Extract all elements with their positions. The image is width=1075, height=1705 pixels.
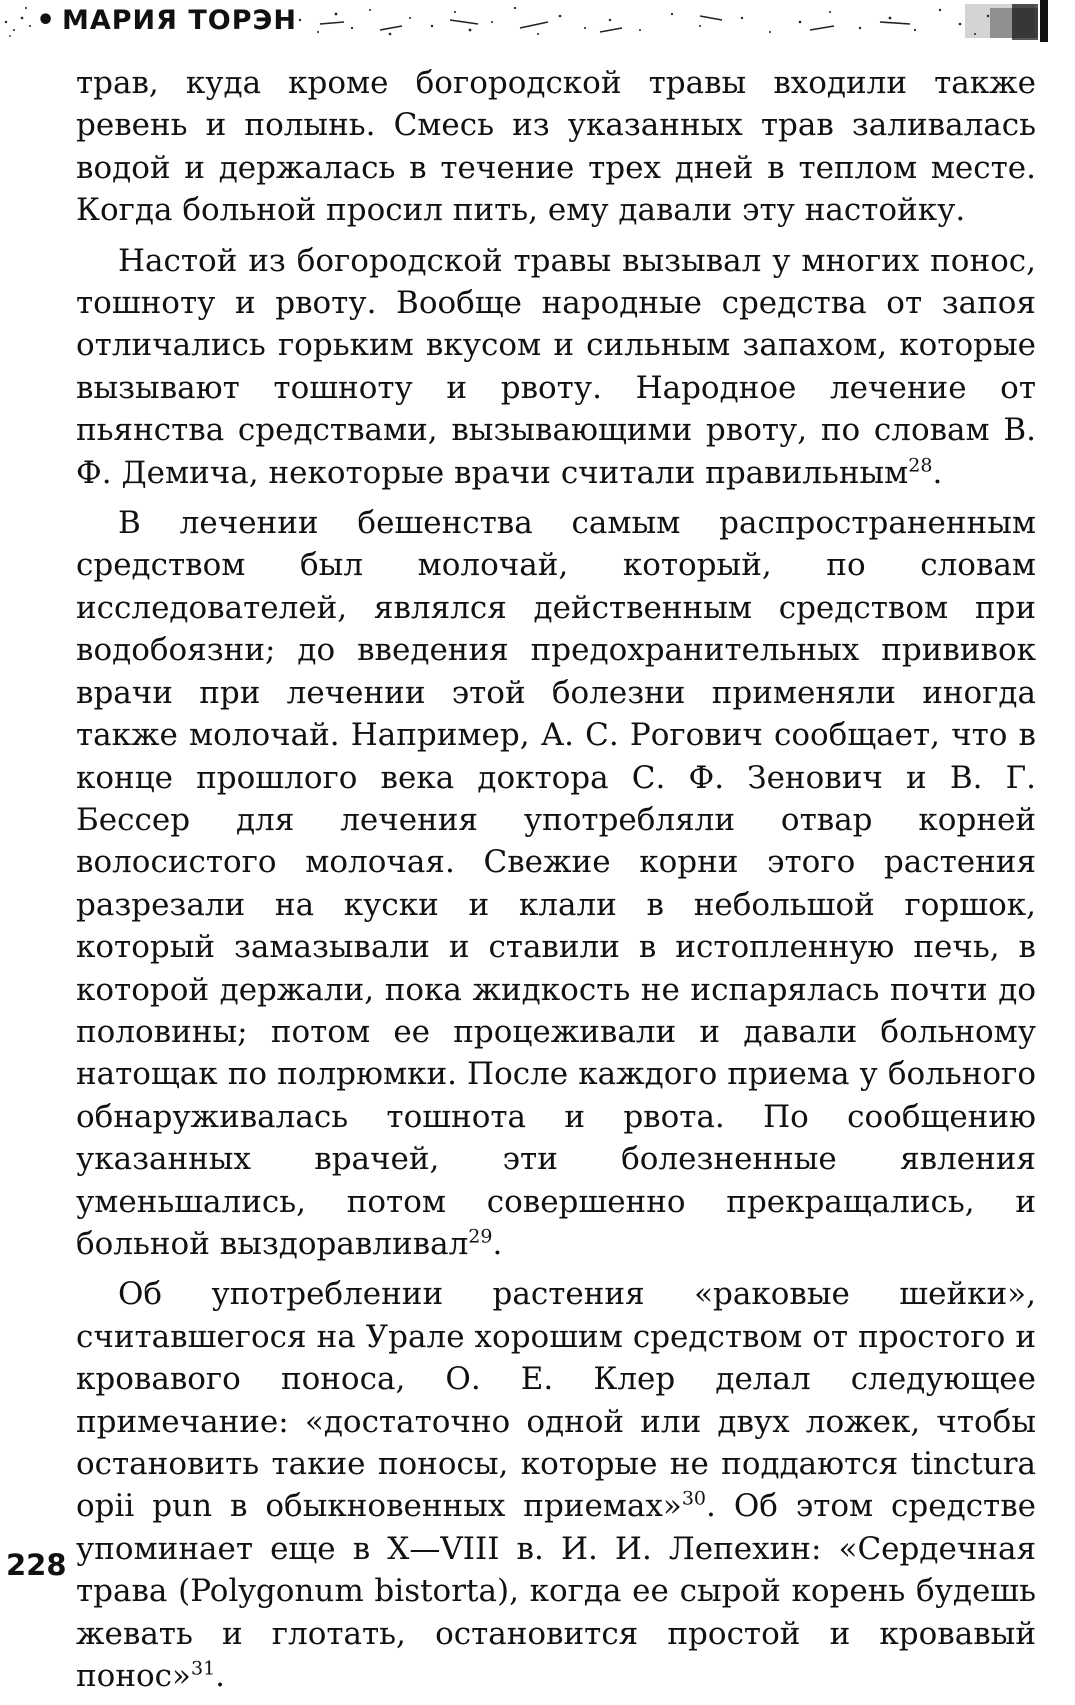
paragraph-1-text: трав, куда кроме богородской травы входили также ревень и полынь. Смесь из указанных трав заливалась водой и держалась в течение трех дней в теплом месте. Когда больной просил пить, ему давали эту настойку.	[76, 65, 1036, 229]
footnote-ref-29: 29	[468, 1225, 493, 1248]
footnote-ref-30: 30	[681, 1488, 707, 1511]
body-text	[76, 62, 1036, 1705]
paragraph-2-tail: .	[932, 454, 943, 491]
running-header	[0, 0, 1075, 44]
paragraph-2	[76, 240, 1036, 494]
paragraph-3-tail: .	[492, 1225, 503, 1262]
header-bullet-icon: •	[36, 3, 56, 38]
paragraph-3	[76, 502, 1036, 1265]
paragraph-4	[76, 1273, 1036, 1697]
running-header-title: МАРИЯ ТОРЭН	[62, 5, 297, 36]
paragraph-4-tail-2: .	[215, 1658, 226, 1695]
paragraph-3-text: В лечении бешенства самым распространенным средством был молочай, который, по словам исследователей, являлся действенным средством при водобоязни; до введения предохранительных прививок врачи при лечении этой болезни применяли иногда также молочай. Например, А. С. Рогович сообщает, что в конце прошлого века доктора С. Ф. Зенович и В. Г. Бессер для лечения употребляли отвар корней волосистого молочая. Свежие корни этого растения разрезали на куски и клали в небольшой горшок, который замазывали и ставили в истопленную печь, в которой держали, пока жидкость не испарялась почти до половины; потом ее процеживали и давали больному натощак по полрюмки. После каждого приема у больного обнаруживалась тошнота и рвота. По сообщению указанных врачей, эти болезненные явления уменьшались, потом совершенно прекращались, и больной выздоравливал	[76, 505, 1036, 1262]
paragraph-1	[76, 62, 1036, 232]
page-number: 228	[6, 1548, 67, 1582]
paragraph-2-text: Настой из богородской травы вызывал у многих понос, тошноту и рвоту. Вообще народные средства от запоя отличались горьким вкусом и сильным запахом, которые вызывают тошноту и рвоту. Народное лечение от пьянства средствами, вызывающими рвоту, по словам В. Ф. Демича, некоторые врачи считали правильным	[76, 242, 1036, 491]
footnote-ref-28: 28	[908, 454, 933, 477]
paragraph-4-tail: . Об этом средстве упоминает еще в X—VIII в. И. И. Лепехин: «Сердечная трава (Polygonum bistorta), когда ее сырой корень будешь жевать и глотать, остановится простой и кровавый понос»	[76, 1488, 1037, 1695]
footnote-ref-31: 31	[190, 1657, 216, 1680]
paragraph-4-text: Об употреблении растения «раковые шейки», считавшегося на Урале хорошим средством от простого и кровавого поноса, О. Е. Клер делал следующее примечание: «достаточно одной или двух ложек, чтобы остановить такие поносы, которые не поддаются tinctura opii pun в обыкновенных приемах»	[76, 1276, 1036, 1525]
